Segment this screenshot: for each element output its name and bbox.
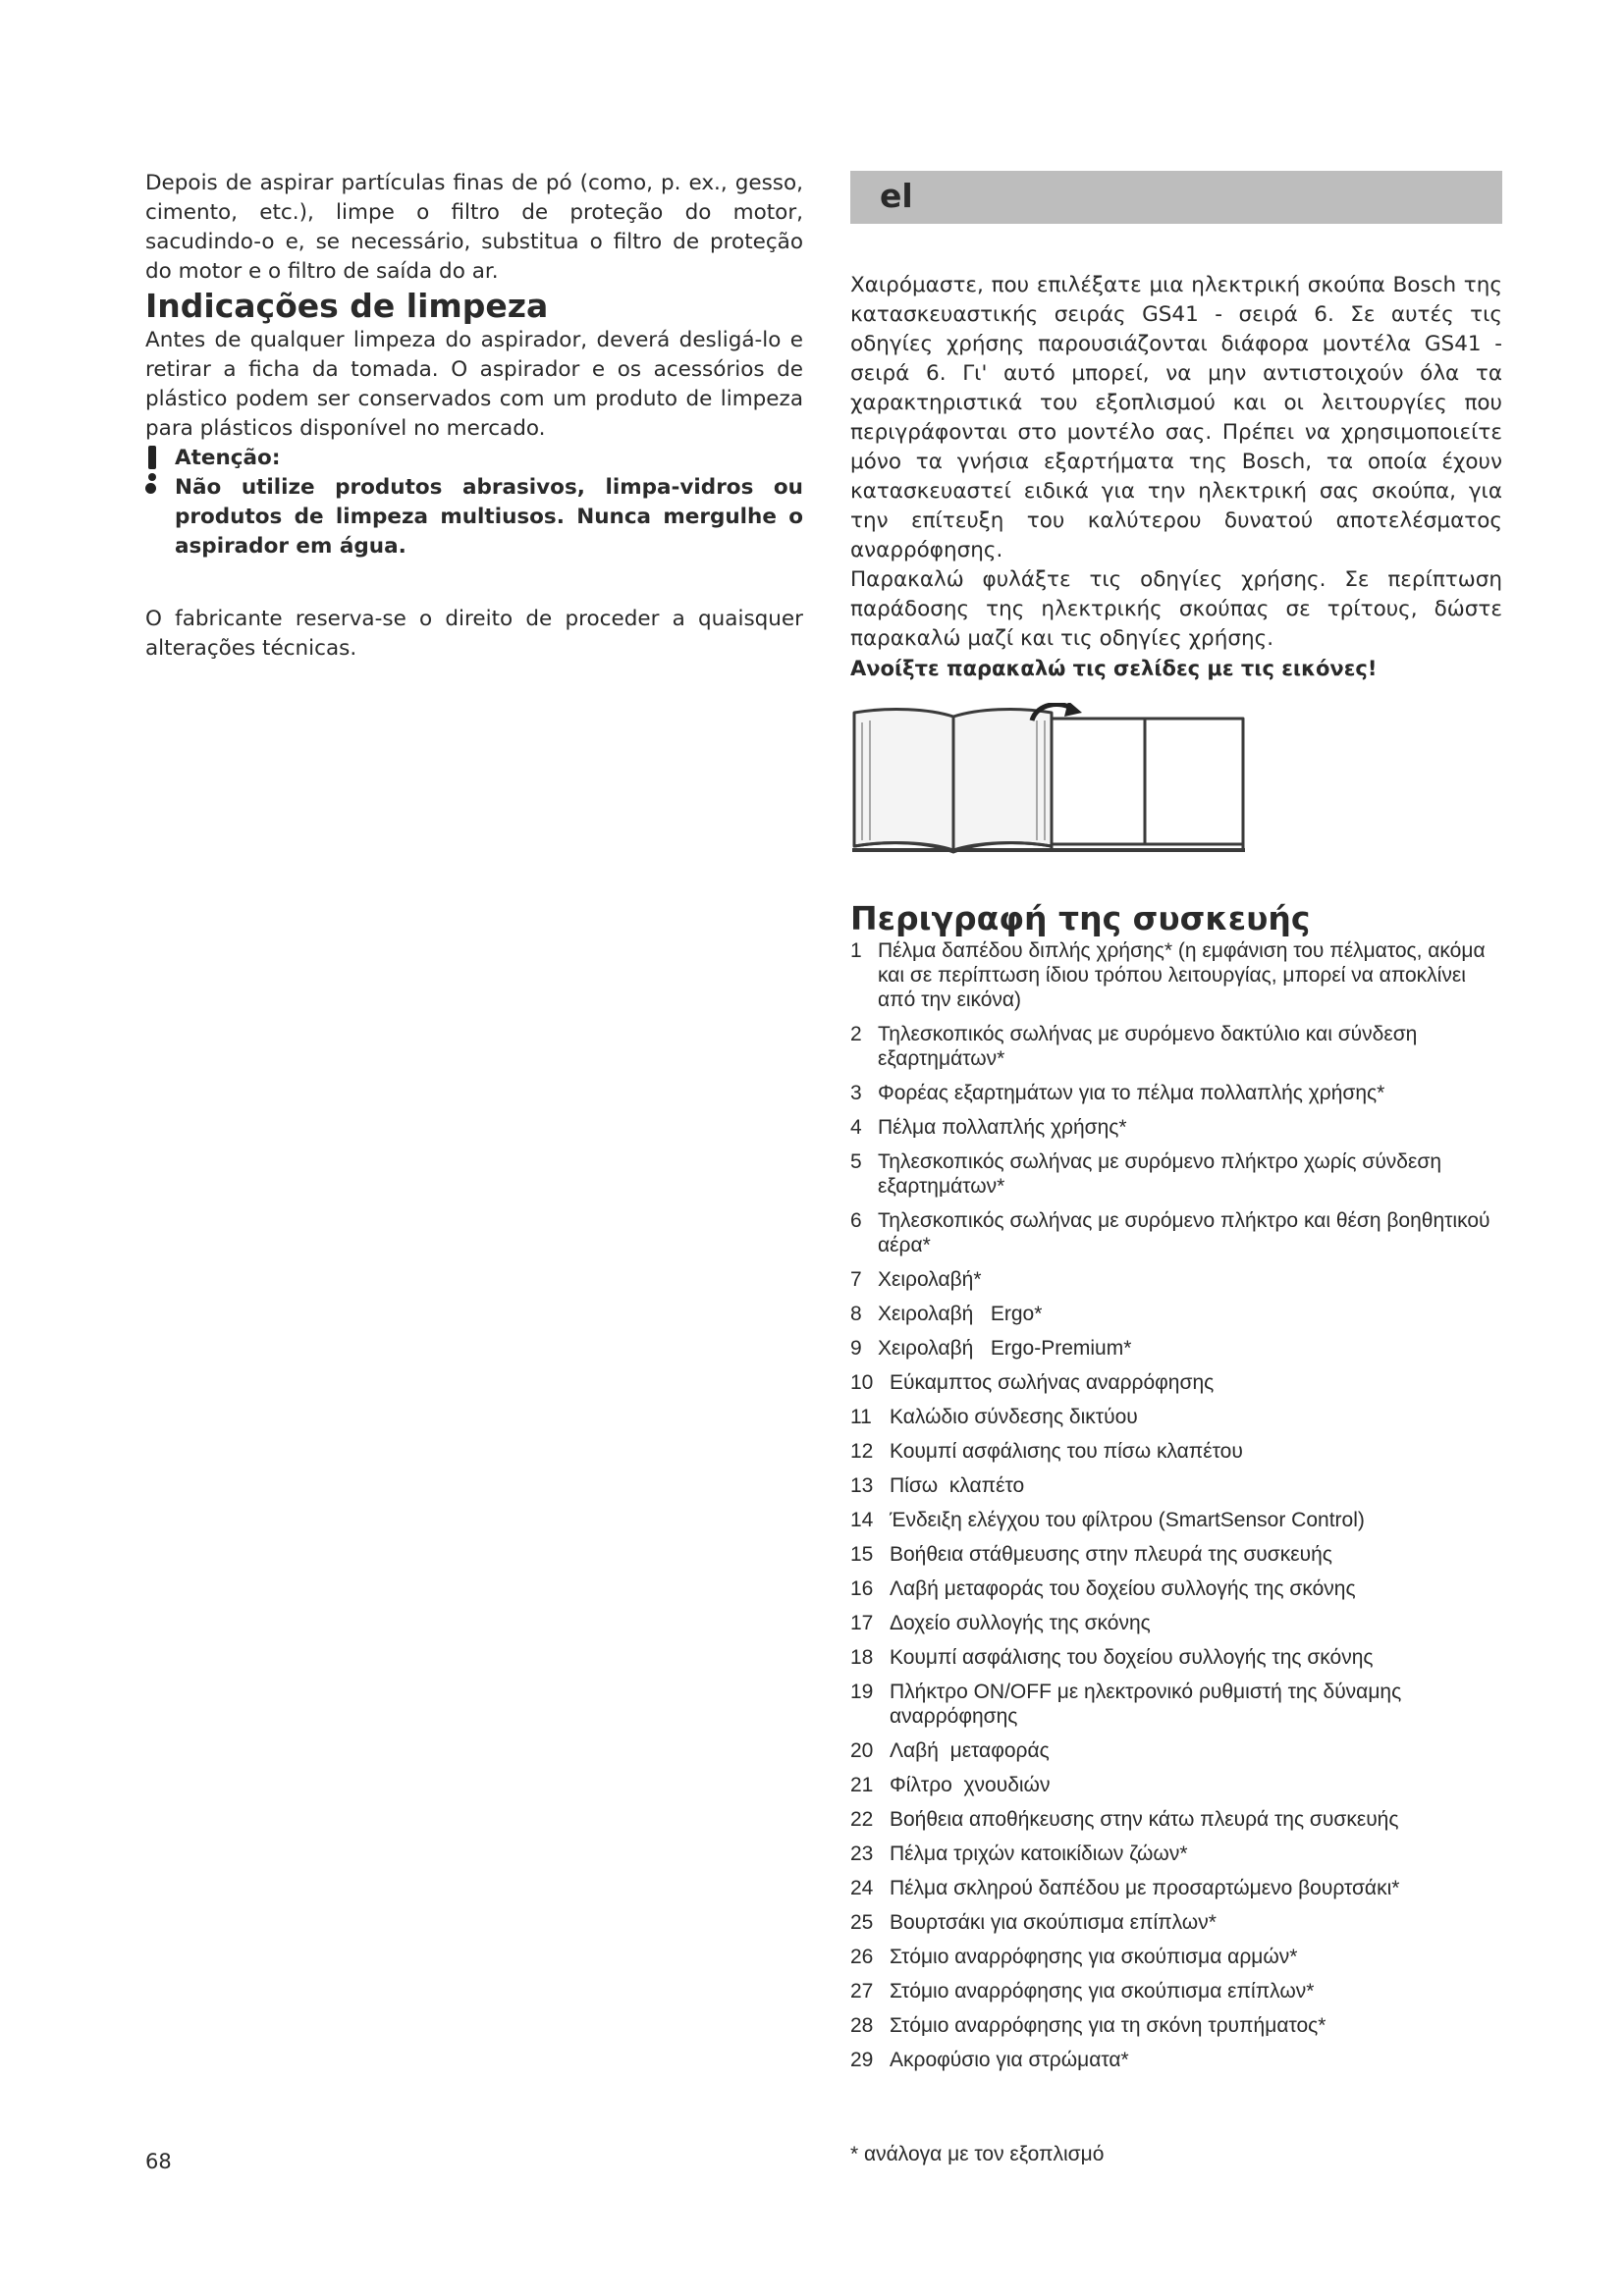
- list-item: [850, 1405, 1502, 1429]
- list-item: [850, 1807, 1502, 1832]
- item-number: 17: [850, 1612, 874, 1634]
- parts-list: [850, 938, 1502, 2072]
- item-text: Πέλμα τριχών κατοικίδιων ζώων*: [890, 1842, 1188, 1865]
- warning-title: Atenção:: [175, 446, 281, 470]
- item-text: Λαβή μεταφοράς του δοχείου συλλογής της σκόνης: [890, 1577, 1356, 1600]
- item-text: Κουμπί ασφάλισης του πίσω κλαπέτου: [890, 1440, 1243, 1463]
- bullet-icon: [145, 483, 156, 494]
- item-number: 12: [850, 1440, 874, 1463]
- item-number: 11: [850, 1406, 872, 1428]
- item-text: Δοχείο συλλογής της σκόνης: [890, 1612, 1151, 1634]
- item-number: 13: [850, 1474, 874, 1497]
- list-item: [850, 1773, 1502, 1797]
- item-number: 6: [850, 1209, 862, 1232]
- item-text: Στόμιο αναρρόφησης για σκούπισμα αρμών*: [890, 1946, 1298, 1968]
- list-item: [850, 1370, 1502, 1395]
- list-item: [850, 2013, 1502, 2038]
- list-item: [850, 1208, 1502, 1257]
- item-number: 27: [850, 1980, 874, 2002]
- list-item: [850, 2048, 1502, 2072]
- warning-text: [175, 473, 803, 561]
- list-item: [850, 1979, 1502, 2003]
- item-number: 24: [850, 1877, 874, 1899]
- language-code: el: [880, 177, 913, 215]
- item-number: 15: [850, 1543, 874, 1566]
- item-number: 20: [850, 1739, 874, 1762]
- list-item: [850, 1336, 1502, 1361]
- list-item: [850, 1842, 1502, 1866]
- item-text: Βοήθεια αποθήκευσης στην κάτω πλευρά της συσκευής: [890, 1808, 1399, 1831]
- item-text: Βοήθεια στάθμευσης στην πλευρά της συσκευής: [890, 1543, 1332, 1566]
- list-item: [850, 1267, 1502, 1292]
- greek-keep-instructions: Παρακαλώ φυλάξτε τις οδηγίες χρήσης. Σε περίπτωση παράδοσης της ηλεκτρικής σκούπας σε τρίτους, δώστε παρακαλώ μαζί και τις οδηγίες χρήσης.: [850, 567, 1502, 651]
- item-text: Καλώδιο σύνδεσης δικτύου: [890, 1406, 1138, 1428]
- language-bar: [850, 171, 1502, 224]
- item-text: Στόμιο αναρρόφησης για τη σκόνη τρυπήματος*: [890, 2014, 1326, 2037]
- greek-intro-paragraph: Χαιρόμαστε, που επιλέξατε μια ηλεκτρική σκούπα Bosch της κατασκευαστικής σειράς GS41 - σειρά 6. Σε αυτές τις οδηγίες χρήσης παρουσιάζονται διάφορα μοντέλα GS41 - σειρά 6. Γι' αυτό μπορεί, να μην αντιστοιχούν όλα τα χαρακτηριστικά του εξοπλισμού και οι λειτουργίες που περιγράφονται στο μοντέλο σας. Πρέπει να χρησιμοποιείτε μόνο τα γνήσια εξαρτήματα της Bosch, τα οποία έχουν κατασκευαστεί ειδικά για την ηλεκτρική σας σκούπα, για την επίτευξη του καλύτερου δυνατού αποτελέσματος αναρρόφησης.: [850, 273, 1502, 562]
- item-text: Τηλεσκοπικός σωλήνας με συρόμενο πλήκτρο χωρίς σύνδεση εξαρτημάτων*: [878, 1150, 1447, 1198]
- item-number: 8: [850, 1303, 862, 1325]
- list-item: [850, 1508, 1502, 1532]
- item-number: 4: [850, 1116, 862, 1139]
- list-item: [850, 938, 1502, 1012]
- item-text: Ένδειξη ελέγχου του φίλτρου (SmartSensor Control): [890, 1509, 1365, 1531]
- cleaning-heading: Indicações de limpeza: [145, 287, 549, 325]
- item-text: Κουμπί ασφάλισης του δοχείου συλλογής της σκόνης: [890, 1646, 1374, 1669]
- unfold-pages-icon: [850, 703, 1263, 860]
- manufacturer-note: O fabricante reserva-se o direito de proceder a quaisquer alterações técnicas.: [145, 607, 803, 661]
- item-number: 21: [850, 1774, 874, 1796]
- list-item: [850, 1115, 1502, 1140]
- open-pages-notice: Ανοίξτε παρακαλώ τις σελίδες με τις εικόνες!: [850, 657, 1378, 680]
- item-text: Λαβή μεταφοράς: [890, 1739, 1050, 1762]
- list-item: [850, 1149, 1502, 1199]
- item-text: Πλήκτρο ON/OFF με ηλεκτρονικό ρυθμιστή της δύναμης αναρρόφησης: [890, 1681, 1408, 1728]
- list-item: [850, 1542, 1502, 1567]
- item-number: 3: [850, 1082, 862, 1104]
- item-text: Φορέας εξαρτημάτων για το πέλμα πολλαπλής χρήσης*: [878, 1082, 1385, 1104]
- item-text: Βουρτσάκι για σκούπισμα επίπλων*: [890, 1911, 1217, 1934]
- item-text: Τηλεσκοπικός σωλήνας με συρόμενο πλήκτρο και θέση βοηθητικού αέρα*: [878, 1209, 1496, 1256]
- item-number: 23: [850, 1842, 874, 1865]
- left-column: [145, 169, 803, 664]
- item-text: Πέλμα πολλαπλής χρήσης*: [878, 1116, 1127, 1139]
- cleaning-paragraph: Antes de qualquer limpeza do aspirador, deverá desligá-lo e retirar a ficha da tomada. O aspirador e os acessórios de plástico podem ser conservados com um produto de limpeza para plásticos disponível no mercado.: [145, 328, 803, 441]
- item-number: 16: [850, 1577, 874, 1600]
- item-text: Φίλτρο χνουδιών: [890, 1774, 1051, 1796]
- item-number: 19: [850, 1681, 874, 1703]
- item-number: 22: [850, 1808, 874, 1831]
- item-number: 2: [850, 1023, 862, 1045]
- item-number: 25: [850, 1911, 874, 1934]
- intro-paragraph: Depois de aspirar partículas finas de pó (como, p. ex., gesso, cimento, etc.), limpe o filtro de proteção do motor, sacudindo-o e, se necessário, substitua o filtro de proteção do motor e o filtro de saída do ar.: [145, 171, 803, 284]
- description-heading: Περιγραφή της συσκευής: [850, 899, 1311, 937]
- list-item: [850, 1022, 1502, 1071]
- item-number: 9: [850, 1337, 862, 1360]
- item-number: 5: [850, 1150, 862, 1173]
- right-column: [850, 171, 1502, 2082]
- warning-block: [145, 444, 803, 561]
- list-item: [850, 1439, 1502, 1464]
- warning-text-content: Não utilize produtos abrasivos, limpa-vidros ou produtos de limpeza multiusos. Nunca mergulhe o aspirador em água.: [175, 475, 803, 559]
- item-number: 29: [850, 2049, 874, 2071]
- item-number: 14: [850, 1509, 874, 1531]
- item-number: 26: [850, 1946, 874, 1968]
- item-text: Πίσω κλαπέτο: [890, 1474, 1025, 1497]
- item-number: 18: [850, 1646, 874, 1669]
- item-text: Εύκαμπτος σωλήνας αναρρόφησης: [890, 1371, 1215, 1394]
- item-text: Πέλμα δαπέδου διπλής χρήσης* (η εμφάνιση του πέλματος, ακόμα και σε περίπτωση ίδιου τρόπου λειτουργίας, μπορεί να αποκλίνει από την εικόνα): [878, 939, 1491, 1011]
- item-text: Ακροφύσιο για στρώματα*: [890, 2049, 1129, 2071]
- exclamation-icon: [145, 446, 159, 485]
- list-item: [850, 1680, 1502, 1729]
- list-item: [850, 1611, 1502, 1635]
- item-number: 1: [850, 939, 862, 962]
- list-item: [850, 1910, 1502, 1935]
- item-text: Χειρολαβή*: [878, 1268, 982, 1291]
- item-text: Στόμιο αναρρόφησης για σκούπισμα επίπλων*: [890, 1980, 1315, 2002]
- item-text: Πέλμα σκληρού δαπέδου με προσαρτώμενο βουρτσάκι*: [890, 1877, 1400, 1899]
- item-number: 7: [850, 1268, 862, 1291]
- list-item: [850, 1645, 1502, 1670]
- list-item: [850, 1302, 1502, 1326]
- page-number: 68: [145, 2150, 172, 2173]
- list-item: [850, 1945, 1502, 1969]
- list-item: [850, 1081, 1502, 1105]
- item-number: 10: [850, 1371, 874, 1394]
- list-item: [850, 1473, 1502, 1498]
- list-item: [850, 1576, 1502, 1601]
- list-item: [850, 1738, 1502, 1763]
- item-text: Χειρολαβή Ergo*: [878, 1303, 1043, 1325]
- item-number: 28: [850, 2014, 874, 2037]
- list-item: [850, 1876, 1502, 1900]
- footnote: * ανάλογα με τον εξοπλισμό: [850, 2143, 1105, 2165]
- item-text: Χειρολαβή Ergo-Premium*: [878, 1337, 1132, 1360]
- item-text: Τηλεσκοπικός σωλήνας με συρόμενο δακτύλιο και σύνδεση εξαρτημάτων*: [878, 1023, 1424, 1070]
